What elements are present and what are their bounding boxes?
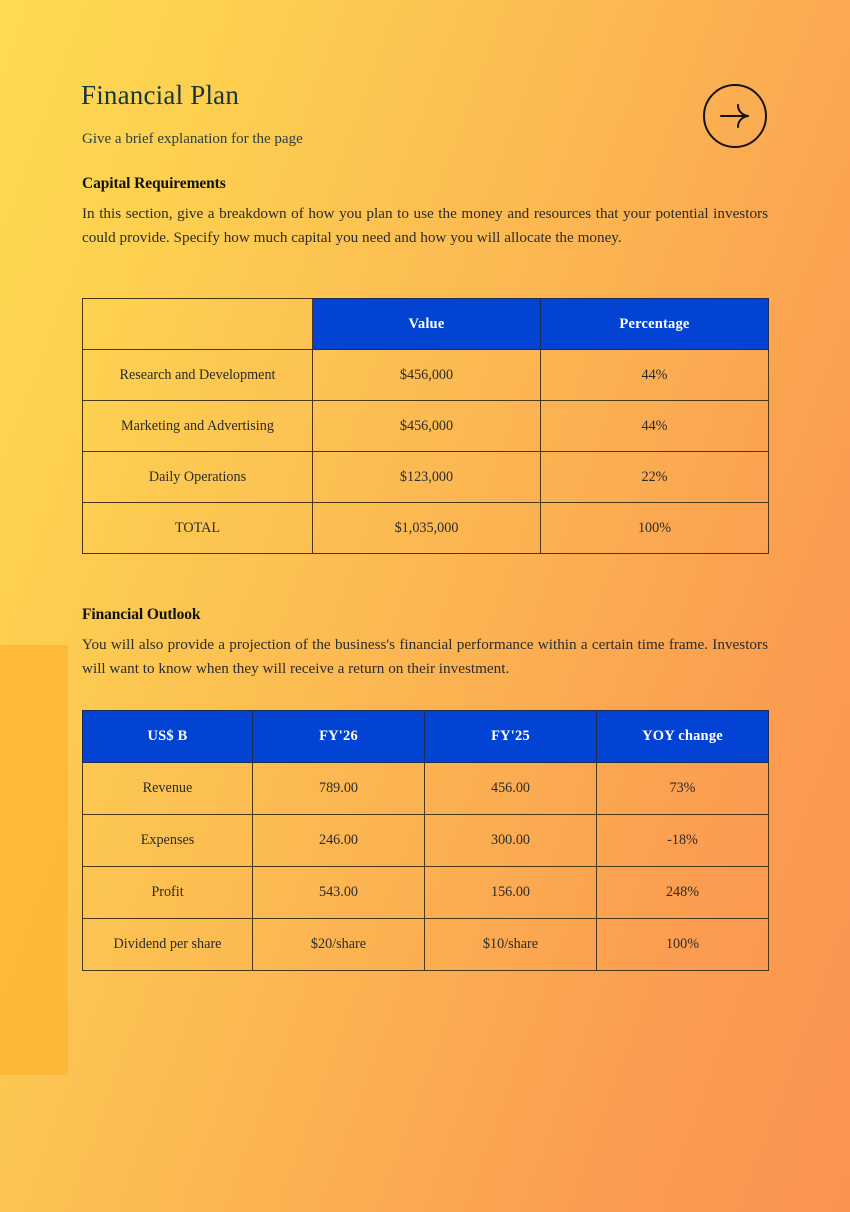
- capital-requirements-table-wrapper: [82, 298, 768, 554]
- cell-percentage: 100%: [541, 503, 769, 554]
- cell-fy26: 789.00: [253, 763, 425, 815]
- cell-fy25: $10/share: [425, 919, 597, 971]
- table-header-cell-yoy: YOY change: [597, 711, 769, 763]
- table-header-row: [83, 299, 769, 350]
- table-row: [83, 763, 769, 815]
- capital-requirements-table: [82, 298, 769, 554]
- table-header-cell-unit: US$ B: [83, 711, 253, 763]
- cell-label: TOTAL: [83, 503, 313, 554]
- table-row: [83, 452, 769, 503]
- table-row: [83, 919, 769, 971]
- page-subtitle: Give a brief explanation for the page: [82, 131, 303, 147]
- cell-yoy: 248%: [597, 867, 769, 919]
- page-title: Financial Plan: [81, 80, 240, 110]
- table-header-row: [83, 711, 769, 763]
- table-header-cell-percentage: Percentage: [541, 299, 769, 350]
- table-row: [83, 867, 769, 919]
- section-heading-outlook: Financial Outlook: [82, 606, 201, 623]
- cell-fy25: 156.00: [425, 867, 597, 919]
- section-heading-capital: Capital Requirements: [82, 175, 226, 192]
- cell-percentage: 22%: [541, 452, 769, 503]
- cell-fy26: 543.00: [253, 867, 425, 919]
- section-body-outlook: You will also provide a projection of the business's financial performance within a certain time frame. Investors will want to know when they will receive a return on their investment.: [82, 636, 768, 678]
- table-row-total: [83, 503, 769, 554]
- cell-percentage: 44%: [541, 401, 769, 452]
- table-header-cell-blank: [83, 299, 313, 350]
- table-header-cell-value: Value: [313, 299, 541, 350]
- cell-label: Daily Operations: [83, 452, 313, 503]
- cell-yoy: 100%: [597, 919, 769, 971]
- cell-label: Marketing and Advertising: [83, 401, 313, 452]
- next-page-button[interactable]: [702, 83, 768, 149]
- cell-percentage: 44%: [541, 350, 769, 401]
- table-header-cell-fy25: FY'25: [425, 711, 597, 763]
- cell-value: $123,000: [313, 452, 541, 503]
- cell-label: Research and Development: [83, 350, 313, 401]
- financial-outlook-table: [82, 710, 769, 971]
- table-row: [83, 401, 769, 452]
- cell-fy26: $20/share: [253, 919, 425, 971]
- cell-label: Expenses: [83, 815, 253, 867]
- section-body-capital: In this section, give a breakdown of how you plan to use the money and resources that your potential investors could provide. Specify how much capital you need and how you will allocate the money.: [82, 205, 768, 247]
- cell-label: Dividend per share: [83, 919, 253, 971]
- cell-fy26: 246.00: [253, 815, 425, 867]
- cell-value: $456,000: [313, 350, 541, 401]
- table-header-cell-fy26: FY'26: [253, 711, 425, 763]
- cell-label: Revenue: [83, 763, 253, 815]
- cell-fy25: 300.00: [425, 815, 597, 867]
- cell-value: $1,035,000: [313, 503, 541, 554]
- arrow-right-circle-icon: [702, 83, 768, 149]
- cell-label: Profit: [83, 867, 253, 919]
- financial-outlook-table-wrapper: [82, 710, 768, 971]
- table-row: [83, 350, 769, 401]
- cell-yoy: 73%: [597, 763, 769, 815]
- table-row: [83, 815, 769, 867]
- section-capital-requirements: [82, 175, 768, 250]
- cell-yoy: -18%: [597, 815, 769, 867]
- cell-value: $456,000: [313, 401, 541, 452]
- section-financial-outlook: [82, 606, 768, 681]
- cell-fy25: 456.00: [425, 763, 597, 815]
